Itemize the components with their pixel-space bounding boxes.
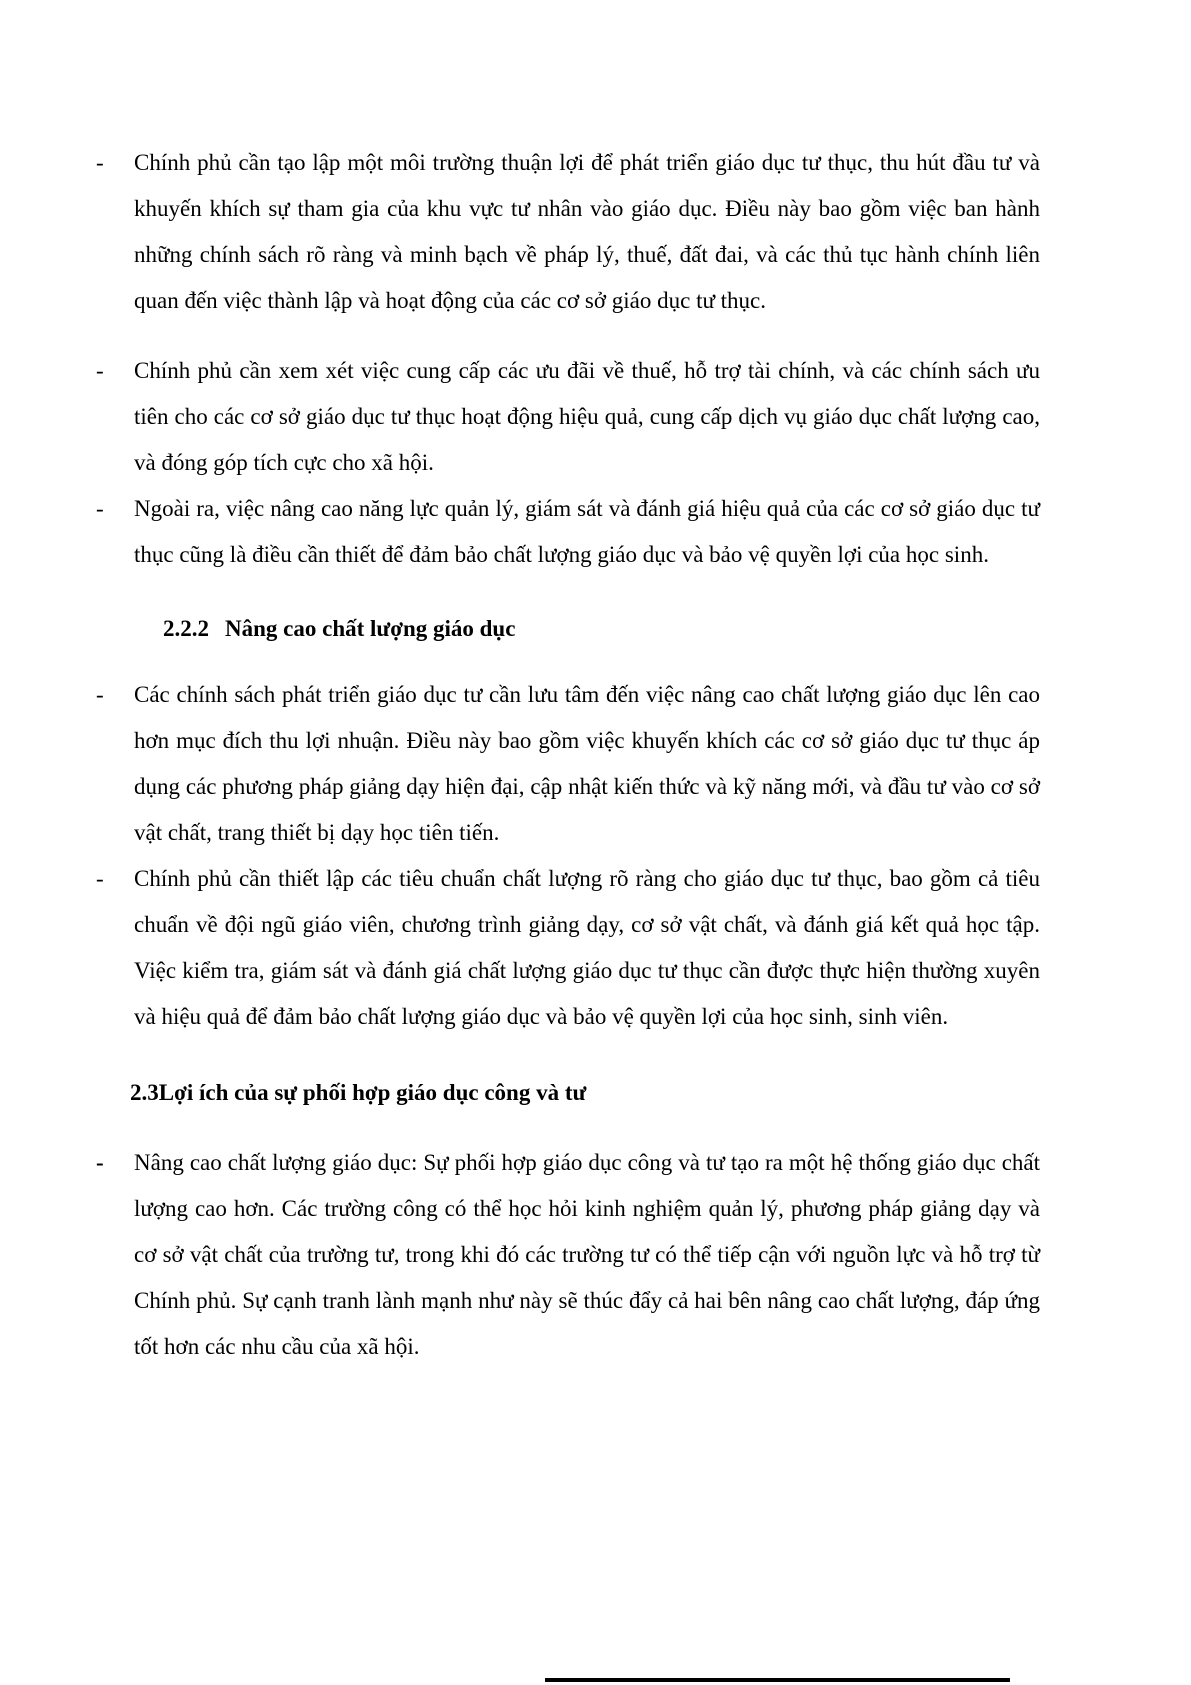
heading-title: Nâng cao chất lượng giáo dục <box>225 616 516 641</box>
bullet-dash: - <box>96 682 104 707</box>
bullet-dash: - <box>96 496 104 521</box>
list-item <box>96 1140 1040 1370</box>
list-item <box>96 348 1040 486</box>
heading-number: 2.2.2 <box>163 616 209 641</box>
heading-title: Lợi ích của sự phối hợp giáo dục công và tư <box>158 1080 587 1105</box>
bullet-dash: - <box>96 150 104 175</box>
paragraph-text: Chính phủ cần tạo lập một môi trường thuận lợi để phát triển giáo dục tư thục, thu hút đầu tư và khuyến khích sự tham gia của khu vực tư nhân vào giáo dục. Điều này bao gồm việc ban hành những chính sách rõ ràng và minh bạch về pháp lý, thuế, đất đai, và các thủ tục hành chính liên quan đến việc thành lập và hoạt động của các cơ sở giáo dục tư thục. <box>134 150 1040 313</box>
bullet-dash: - <box>96 1150 104 1175</box>
section-heading-2-3 <box>130 1070 1040 1116</box>
list-item <box>96 140 1040 324</box>
section-heading-2-2-2 <box>163 606 1040 652</box>
list-item <box>96 486 1040 578</box>
page-bottom-divider <box>545 1678 1010 1682</box>
paragraph-text: Chính phủ cần thiết lập các tiêu chuẩn chất lượng rõ ràng cho giáo dục tư thục, bao gồm cả tiêu chuẩn về đội ngũ giáo viên, chương trình giảng dạy, cơ sở vật chất, và đánh giá kết quả học tập. Việc kiểm tra, giám sát và đánh giá chất lượng giáo dục tư thục cần được thực hiện thường xuyên và hiệu quả để đảm bảo chất lượng giáo dục và bảo vệ quyền lợi của học sinh, sinh viên. <box>134 866 1040 1029</box>
bullet-dash: - <box>96 358 104 383</box>
list-item <box>96 856 1040 1040</box>
heading-number: 2.3 <box>130 1080 159 1105</box>
paragraph-text: Nâng cao chất lượng giáo dục: Sự phối hợp giáo dục công và tư tạo ra một hệ thống giáo dục chất lượng cao hơn. Các trường công có thể học hỏi kinh nghiệm quản lý, phương pháp giảng dạy và cơ sở vật chất của trường tư, trong khi đó các trường tư có thể tiếp cận với nguồn lực và hỗ trợ từ Chính phủ. Sự cạnh tranh lành mạnh như này sẽ thúc đẩy cả hai bên nâng cao chất lượng, đáp ứng tốt hơn các nhu cầu của xã hội. <box>134 1150 1040 1359</box>
paragraph-text: Ngoài ra, việc nâng cao năng lực quản lý, giám sát và đánh giá hiệu quả của các cơ sở giáo dục tư thục cũng là điều cần thiết để đảm bảo chất lượng giáo dục và bảo vệ quyền lợi của học sinh. <box>134 496 1040 567</box>
bullet-dash: - <box>96 866 104 891</box>
paragraph-text: Chính phủ cần xem xét việc cung cấp các ưu đãi về thuế, hỗ trợ tài chính, và các chính sách ưu tiên cho các cơ sở giáo dục tư thục hoạt động hiệu quả, cung cấp dịch vụ giáo dục chất lượng cao, và đóng góp tích cực cho xã hội. <box>134 358 1040 475</box>
list-item <box>96 672 1040 856</box>
paragraph-text: Các chính sách phát triển giáo dục tư cần lưu tâm đến việc nâng cao chất lượng giáo dục lên cao hơn mục đích thu lợi nhuận. Điều này bao gồm việc khuyến khích các cơ sở giáo dục tư thục áp dụng các phương pháp giảng dạy hiện đại, cập nhật kiến thức và kỹ năng mới, và đầu tư vào cơ sở vật chất, trang thiết bị dạy học tiên tiến. <box>134 682 1040 845</box>
